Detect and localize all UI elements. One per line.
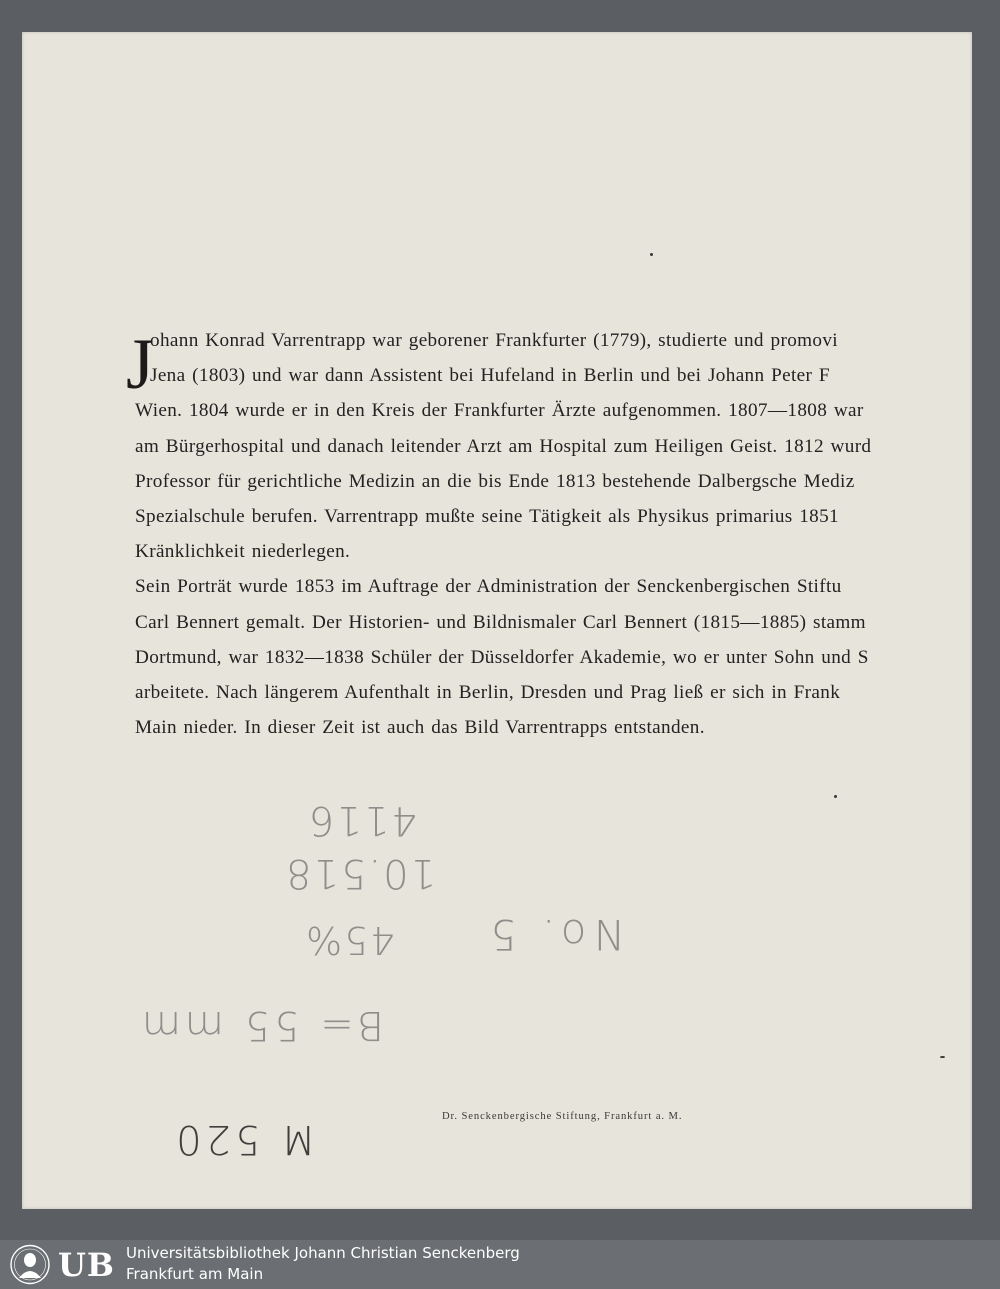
text-line: Spezialschule berufen. Varrentrapp mußte seine Tätigkeit als Physikus primarius 1851 xyxy=(135,505,840,527)
paper-speck xyxy=(650,253,653,256)
text-line: am Bürgerhospital und danach leitender Arzt am Hospital zum Heiligen Geist. 1812 wurd xyxy=(135,435,872,457)
pencil-note-percent: 45% xyxy=(304,918,395,962)
library-name: Universitätsbibliothek Johann Christian Senckenberg xyxy=(126,1244,520,1262)
text-line: Main nieder. In dieser Zeit ist auch das Bild Varrentrapps entstanden. xyxy=(135,717,705,739)
paper-speck xyxy=(940,1056,945,1058)
text-line: Kränklichkeit niederlegen. xyxy=(135,541,351,563)
text-line: Dortmund, war 1832—1838 Schüler der Düsseldorfer Akademie, wo er unter Sohn und S xyxy=(135,646,869,668)
pencil-note-width: B= 55 mm xyxy=(138,1002,384,1048)
document-sheet xyxy=(22,32,972,1209)
pencil-note-4116: 4116 xyxy=(307,797,417,843)
text-line: Carl Bennert gemalt. Der Historien- und Bildnismaler Carl Bennert (1815—1885) stamm xyxy=(135,611,866,633)
paper-speck xyxy=(834,795,837,798)
text-line: Sein Porträt wurde 1853 im Auftrage der Administration der Senckenbergischen Stiftu xyxy=(135,576,842,598)
imprint-line: Dr. Senckenbergische Stiftung, Frankfurt a. M. xyxy=(442,1111,683,1122)
pencil-note-m520: M 520 xyxy=(172,1116,316,1162)
text-line: Professor für gerichtliche Medizin an die bis Ende 1813 bestehende Dalbergsche Mediz xyxy=(135,470,855,492)
text-line: Wien. 1804 wurde er in den Kreis der Frankfurter Ärzte aufgenommen. 1807—1808 war xyxy=(135,400,864,422)
text-line: Jena (1803) und war dann Assistent bei Hufeland in Berlin und bei Johann Peter F xyxy=(150,365,830,387)
text-line: arbeitete. Nach längerem Aufenthalt in Berlin, Dresden und Prag ließ er sich in Frank xyxy=(135,681,841,703)
library-seal-icon xyxy=(6,1244,54,1285)
pencil-note-no5: No. 5 xyxy=(484,910,624,959)
library-city: Frankfurt am Main xyxy=(126,1265,264,1283)
biography-text xyxy=(135,323,972,745)
drop-cap: J xyxy=(126,324,155,404)
ub-logo: UB xyxy=(58,1246,115,1284)
pencil-note-10518: 10.518 xyxy=(284,850,436,896)
library-footer xyxy=(0,1240,1000,1289)
text-line: ohann Konrad Varrentrapp war geborener Frankfurter (1779), studierte und promovi xyxy=(150,330,838,351)
